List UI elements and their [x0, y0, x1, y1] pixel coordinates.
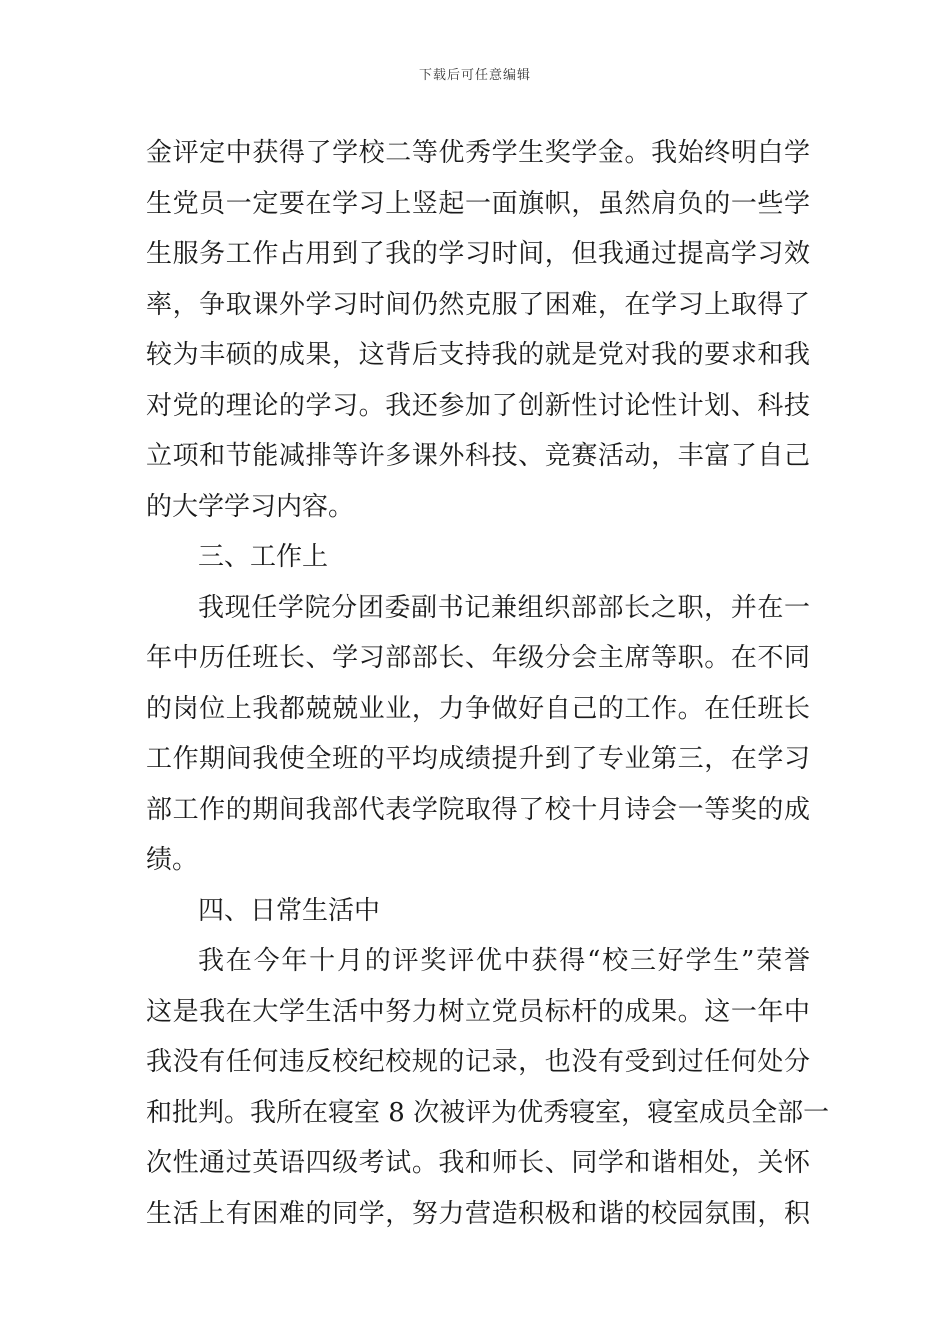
- text-line: 的岗位上我都兢兢业业，力争做好自己的工作。在任班长: [146, 693, 810, 724]
- text-line: 这是我在大学生活中努力树立党员标杆的成果。这一年中: [146, 996, 810, 1027]
- section-heading: 四、日常生活中: [198, 895, 381, 926]
- text-line: 次性通过英语四级考试。我和师长、同学和谐相处，关怀: [146, 1148, 810, 1178]
- text-line: 我在今年十月的评奖评优中获得“校三好学生”荣誉: [198, 946, 810, 976]
- text-line: 生党员一定要在学习上竖起一面旗帜，虽然肩负的一些学: [146, 188, 810, 219]
- text-line: 的大学学习内容。: [146, 491, 355, 522]
- page-header: 下载后可任意编辑: [418, 68, 531, 83]
- text-line: 金评定中获得了学校二等优秀学生奖学金。我始终明白学: [146, 138, 810, 168]
- paragraph-work: [146, 583, 810, 886]
- text-line: 年中历任班长、学习部部长、年级分会主席等职。在不同: [146, 643, 810, 673]
- text-line: 工作期间我使全班的平均成绩提升到了专业第三，在学习: [146, 744, 810, 774]
- text-line: 绩。: [146, 845, 199, 875]
- document-body: [146, 128, 830, 1239]
- text-line: 率，争取课外学习时间仍然克服了困难，在学习上取得了: [146, 289, 810, 320]
- text-line: 生活上有困难的同学，努力营造积极和谐的校园氛围，积: [146, 1198, 810, 1229]
- paragraph-daily-life: [146, 936, 830, 1239]
- text-line: 生服务工作占用到了我的学习时间，但我通过提高学习效: [146, 239, 810, 269]
- text-line: 和批判。我所在寝室 8 次被评为优秀寝室，寝室成员全部一: [146, 1097, 830, 1128]
- section-heading-work: [146, 532, 810, 583]
- text-line: 对党的理论的学习。我还参加了创新性讨论性计划、科技: [146, 390, 810, 421]
- section-heading-daily-life: [146, 886, 810, 937]
- text-line: 我现任学院分团委副书记兼组织部部长之职，并在一: [198, 592, 810, 623]
- text-line: 较为丰硕的成果，这背后支持我的就是党对我的要求和我: [146, 340, 810, 370]
- text-line: 部工作的期间我部代表学院取得了校十月诗会一等奖的成: [146, 794, 810, 825]
- section-heading: 三、工作上: [198, 542, 329, 572]
- text-line: 我没有任何违反校纪校规的记录，也没有受到过任何处分: [146, 1047, 810, 1077]
- text-line: 立项和节能减排等许多课外科技、竞赛活动，丰富了自己: [146, 441, 810, 471]
- paragraph-scholarship: [146, 128, 810, 532]
